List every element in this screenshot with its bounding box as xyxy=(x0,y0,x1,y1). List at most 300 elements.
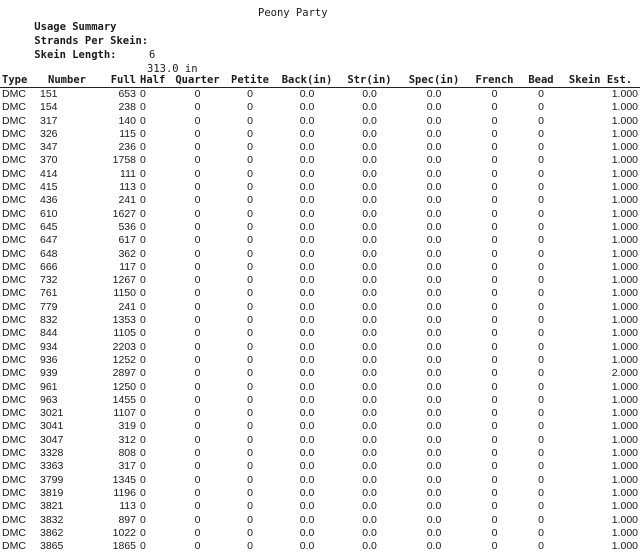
cell-french: 0 xyxy=(491,540,498,553)
cell-half: 0 xyxy=(140,300,146,313)
cell-number: 645 xyxy=(40,220,58,233)
cell-spec: 0.0 xyxy=(426,433,442,446)
cell-back: 0.0 xyxy=(299,500,315,513)
cell-full: 113 xyxy=(119,181,136,194)
table-row xyxy=(0,154,640,167)
cell-half: 0 xyxy=(140,314,146,327)
cell-type: DMC xyxy=(2,540,26,553)
cell-quarter: 0 xyxy=(194,407,201,420)
cell-type: DMC xyxy=(2,393,26,406)
cell-half: 0 xyxy=(140,513,146,526)
cell-skein-est: 1.000 xyxy=(611,407,638,420)
cell-french: 0 xyxy=(491,101,498,114)
cell-number: 414 xyxy=(40,167,58,180)
cell-bead: 0 xyxy=(538,274,544,287)
cell-bead: 0 xyxy=(538,447,544,460)
skein-length-row xyxy=(9,34,198,75)
cell-skein-est: 1.000 xyxy=(611,327,638,340)
cell-back: 0.0 xyxy=(299,486,315,499)
cell-bead: 0 xyxy=(538,154,544,167)
cell-petite: 0 xyxy=(247,207,253,220)
cell-type: DMC xyxy=(2,300,26,313)
cell-petite: 0 xyxy=(247,367,253,380)
cell-back: 0.0 xyxy=(299,167,315,180)
cell-half: 0 xyxy=(140,380,146,393)
table-row xyxy=(0,420,640,433)
cell-skein-est: 1.000 xyxy=(611,181,638,194)
cell-french: 0 xyxy=(491,88,498,100)
table-row xyxy=(0,314,640,327)
cell-full: 897 xyxy=(118,513,136,526)
cell-spec: 0.0 xyxy=(426,420,442,433)
cell-half: 0 xyxy=(140,127,146,140)
cell-bead: 0 xyxy=(538,88,544,100)
cell-petite: 0 xyxy=(247,433,253,446)
cell-half: 0 xyxy=(140,167,146,180)
table-row xyxy=(0,487,640,500)
cell-skein-est: 1.000 xyxy=(611,127,638,140)
table-row xyxy=(0,168,640,181)
cell-type: DMC xyxy=(2,486,26,499)
cell-number: 154 xyxy=(40,101,58,114)
cell-str: 0.0 xyxy=(362,114,377,127)
cell-number: 844 xyxy=(40,327,58,340)
cell-back: 0.0 xyxy=(299,513,315,526)
cell-quarter: 0 xyxy=(194,247,201,260)
cell-type: DMC xyxy=(2,353,26,366)
cell-number: 732 xyxy=(40,274,58,287)
cell-french: 0 xyxy=(491,274,498,287)
cell-spec: 0.0 xyxy=(426,234,442,247)
cell-quarter: 0 xyxy=(194,447,201,460)
cell-back: 0.0 xyxy=(299,260,315,273)
cell-full: 1250 xyxy=(112,380,136,393)
table-row xyxy=(0,194,640,207)
cell-quarter: 0 xyxy=(194,314,201,327)
column-header-french: French xyxy=(468,72,521,88)
cell-spec: 0.0 xyxy=(426,220,442,233)
cell-number: 832 xyxy=(40,314,58,327)
cell-petite: 0 xyxy=(247,340,253,353)
cell-full: 140 xyxy=(118,114,136,127)
cell-bead: 0 xyxy=(538,287,544,300)
cell-full: 1455 xyxy=(112,393,136,406)
table-row xyxy=(0,287,640,300)
cell-type: DMC xyxy=(2,154,26,167)
cell-skein-est: 1.000 xyxy=(611,447,638,460)
cell-bead: 0 xyxy=(538,526,544,539)
cell-skein-est: 1.000 xyxy=(611,88,638,100)
cell-number: 666 xyxy=(40,260,58,273)
cell-str: 0.0 xyxy=(362,407,377,420)
cell-type: DMC xyxy=(2,220,26,233)
cell-skein-est: 1.000 xyxy=(611,314,638,327)
table-row xyxy=(0,234,640,247)
cell-str: 0.0 xyxy=(362,540,377,553)
skein-length-value: 313.0 in xyxy=(147,63,198,75)
cell-french: 0 xyxy=(491,526,498,539)
cell-type: DMC xyxy=(2,500,26,513)
cell-type: DMC xyxy=(2,127,26,140)
cell-back: 0.0 xyxy=(299,274,315,287)
cell-skein-est: 1.000 xyxy=(611,101,638,114)
cell-full: 238 xyxy=(118,101,136,114)
cell-half: 0 xyxy=(140,526,146,539)
cell-spec: 0.0 xyxy=(426,181,442,194)
cell-back: 0.0 xyxy=(299,473,315,486)
cell-bead: 0 xyxy=(538,420,544,433)
cell-str: 0.0 xyxy=(362,194,377,207)
cell-number: 151 xyxy=(40,88,58,100)
cell-back: 0.0 xyxy=(299,460,315,473)
cell-skein-est: 1.000 xyxy=(611,380,638,393)
cell-str: 0.0 xyxy=(362,154,377,167)
cell-petite: 0 xyxy=(247,260,253,273)
cell-str: 0.0 xyxy=(362,247,377,260)
cell-type: DMC xyxy=(2,181,26,194)
cell-type: DMC xyxy=(2,101,26,114)
cell-skein-est: 1.000 xyxy=(611,540,638,553)
column-header-quarter: Quarter xyxy=(170,72,225,88)
cell-bead: 0 xyxy=(538,367,544,380)
cell-full: 1252 xyxy=(112,353,136,366)
cell-spec: 0.0 xyxy=(426,486,442,499)
cell-spec: 0.0 xyxy=(426,460,442,473)
cell-quarter: 0 xyxy=(194,420,201,433)
cell-back: 0.0 xyxy=(299,114,315,127)
cell-quarter: 0 xyxy=(194,181,201,194)
cell-half: 0 xyxy=(140,473,146,486)
cell-quarter: 0 xyxy=(194,154,201,167)
cell-skein-est: 2.000 xyxy=(611,367,638,380)
table-header-row xyxy=(0,72,640,88)
cell-skein-est: 1.000 xyxy=(611,234,638,247)
cell-str: 0.0 xyxy=(362,327,377,340)
cell-bead: 0 xyxy=(538,327,544,340)
cell-petite: 0 xyxy=(247,447,253,460)
cell-french: 0 xyxy=(491,327,498,340)
column-header-spec: Spec(in) xyxy=(400,72,468,88)
cell-full: 2203 xyxy=(112,340,136,353)
cell-str: 0.0 xyxy=(362,340,377,353)
cell-petite: 0 xyxy=(247,327,253,340)
cell-number: 3328 xyxy=(40,447,64,460)
cell-skein-est: 1.000 xyxy=(611,486,638,499)
cell-number: 761 xyxy=(40,287,58,300)
cell-spec: 0.0 xyxy=(426,101,442,114)
cell-str: 0.0 xyxy=(362,526,377,539)
cell-full: 241 xyxy=(118,194,136,207)
cell-str: 0.0 xyxy=(362,300,377,313)
cell-quarter: 0 xyxy=(194,473,201,486)
cell-french: 0 xyxy=(491,194,498,207)
cell-type: DMC xyxy=(2,380,26,393)
cell-full: 241 xyxy=(118,300,136,313)
cell-spec: 0.0 xyxy=(426,314,442,327)
cell-number: 3832 xyxy=(40,513,64,526)
cell-petite: 0 xyxy=(247,167,253,180)
cell-back: 0.0 xyxy=(299,433,315,446)
cell-bead: 0 xyxy=(538,500,544,513)
cell-str: 0.0 xyxy=(362,314,377,327)
cell-number: 370 xyxy=(40,154,58,167)
cell-skein-est: 1.000 xyxy=(611,513,638,526)
cell-type: DMC xyxy=(2,526,26,539)
column-header-skein-est: Skein Est. xyxy=(561,72,640,88)
cell-full: 1627 xyxy=(112,207,136,220)
cell-petite: 0 xyxy=(247,473,253,486)
cell-spec: 0.0 xyxy=(426,114,442,127)
cell-quarter: 0 xyxy=(194,393,201,406)
table-row xyxy=(0,474,640,487)
cell-bead: 0 xyxy=(538,194,544,207)
cell-back: 0.0 xyxy=(299,154,315,167)
cell-skein-est: 1.000 xyxy=(611,340,638,353)
cell-quarter: 0 xyxy=(194,234,201,247)
column-header-petite: Petite xyxy=(225,72,275,88)
cell-skein-est: 1.000 xyxy=(611,500,638,513)
strands-value: 6 xyxy=(149,49,156,61)
cell-half: 0 xyxy=(140,327,146,340)
cell-quarter: 0 xyxy=(194,114,201,127)
cell-french: 0 xyxy=(491,447,498,460)
table-row xyxy=(0,354,640,367)
cell-type: DMC xyxy=(2,340,26,353)
cell-half: 0 xyxy=(140,486,146,499)
cell-quarter: 0 xyxy=(194,287,201,300)
cell-type: DMC xyxy=(2,447,26,460)
cell-half: 0 xyxy=(140,141,146,154)
cell-skein-est: 1.000 xyxy=(611,433,638,446)
cell-petite: 0 xyxy=(247,247,253,260)
cell-back: 0.0 xyxy=(299,393,315,406)
cell-bead: 0 xyxy=(538,114,544,127)
cell-spec: 0.0 xyxy=(426,260,442,273)
cell-french: 0 xyxy=(491,500,498,513)
cell-bead: 0 xyxy=(538,247,544,260)
table-row xyxy=(0,407,640,420)
table-row xyxy=(0,221,640,234)
cell-back: 0.0 xyxy=(299,420,315,433)
cell-quarter: 0 xyxy=(194,526,201,539)
table-row xyxy=(0,394,640,407)
cell-quarter: 0 xyxy=(194,194,201,207)
cell-french: 0 xyxy=(491,220,498,233)
cell-str: 0.0 xyxy=(362,513,377,526)
cell-str: 0.0 xyxy=(362,167,377,180)
cell-bead: 0 xyxy=(538,353,544,366)
cell-type: DMC xyxy=(2,141,26,154)
cell-skein-est: 1.000 xyxy=(611,473,638,486)
cell-french: 0 xyxy=(491,300,498,313)
cell-str: 0.0 xyxy=(362,433,377,446)
cell-back: 0.0 xyxy=(299,300,315,313)
cell-quarter: 0 xyxy=(194,260,201,273)
cell-full: 536 xyxy=(118,220,136,233)
cell-bead: 0 xyxy=(538,314,544,327)
column-header-bead: Bead xyxy=(521,72,561,88)
cell-full: 319 xyxy=(118,420,136,433)
cell-spec: 0.0 xyxy=(426,141,442,154)
cell-str: 0.0 xyxy=(362,127,377,140)
cell-spec: 0.0 xyxy=(426,154,442,167)
cell-french: 0 xyxy=(491,460,498,473)
cell-half: 0 xyxy=(140,114,146,127)
table-row xyxy=(0,447,640,460)
table-row xyxy=(0,274,640,287)
cell-french: 0 xyxy=(491,353,498,366)
cell-french: 0 xyxy=(491,367,498,380)
cell-bead: 0 xyxy=(538,540,544,553)
cell-str: 0.0 xyxy=(362,287,377,300)
cell-type: DMC xyxy=(2,314,26,327)
cell-str: 0.0 xyxy=(362,420,377,433)
cell-bead: 0 xyxy=(538,486,544,499)
cell-number: 436 xyxy=(40,194,58,207)
table-body xyxy=(0,88,640,553)
cell-quarter: 0 xyxy=(194,353,201,366)
cell-petite: 0 xyxy=(247,274,253,287)
cell-str: 0.0 xyxy=(362,447,377,460)
cell-quarter: 0 xyxy=(194,460,201,473)
table-row xyxy=(0,88,640,102)
cell-str: 0.0 xyxy=(362,500,377,513)
cell-quarter: 0 xyxy=(194,486,201,499)
cell-back: 0.0 xyxy=(299,207,315,220)
cell-french: 0 xyxy=(491,433,498,446)
cell-skein-est: 1.000 xyxy=(611,167,638,180)
cell-number: 939 xyxy=(40,367,58,380)
cell-type: DMC xyxy=(2,194,26,207)
table-row xyxy=(0,181,640,194)
cell-type: DMC xyxy=(2,513,26,526)
cell-number: 936 xyxy=(40,353,58,366)
cell-half: 0 xyxy=(140,500,146,513)
cell-spec: 0.0 xyxy=(426,287,442,300)
table-row xyxy=(0,540,640,553)
table-row xyxy=(0,115,640,128)
column-header-full: Full xyxy=(96,72,138,88)
table-row xyxy=(0,434,640,447)
cell-skein-est: 1.000 xyxy=(611,260,638,273)
cell-full: 312 xyxy=(118,433,136,446)
cell-half: 0 xyxy=(140,367,146,380)
cell-petite: 0 xyxy=(247,314,253,327)
cell-bead: 0 xyxy=(538,300,544,313)
cell-petite: 0 xyxy=(247,513,253,526)
cell-skein-est: 1.000 xyxy=(611,287,638,300)
table-row xyxy=(0,208,640,221)
cell-full: 115 xyxy=(119,127,136,140)
cell-back: 0.0 xyxy=(299,314,315,327)
cell-french: 0 xyxy=(491,340,498,353)
cell-petite: 0 xyxy=(247,88,253,100)
cell-full: 1107 xyxy=(113,407,136,420)
column-header-type: Type xyxy=(0,72,38,88)
cell-skein-est: 1.000 xyxy=(611,460,638,473)
table-row xyxy=(0,248,640,261)
cell-spec: 0.0 xyxy=(426,513,442,526)
cell-petite: 0 xyxy=(247,234,253,247)
cell-half: 0 xyxy=(140,181,146,194)
cell-number: 648 xyxy=(40,247,58,260)
usage-table xyxy=(0,72,640,553)
cell-type: DMC xyxy=(2,407,26,420)
table-row xyxy=(0,261,640,274)
cell-number: 3819 xyxy=(40,486,64,499)
cell-skein-est: 1.000 xyxy=(611,393,638,406)
cell-petite: 0 xyxy=(247,287,253,300)
cell-quarter: 0 xyxy=(194,367,201,380)
cell-spec: 0.0 xyxy=(426,500,442,513)
table-row xyxy=(0,141,640,154)
cell-french: 0 xyxy=(491,154,498,167)
cell-str: 0.0 xyxy=(362,260,377,273)
cell-petite: 0 xyxy=(247,300,253,313)
cell-half: 0 xyxy=(140,207,146,220)
cell-str: 0.0 xyxy=(362,234,377,247)
cell-back: 0.0 xyxy=(299,447,315,460)
cell-number: 3865 xyxy=(40,540,64,553)
cell-spec: 0.0 xyxy=(426,367,442,380)
cell-back: 0.0 xyxy=(299,526,315,539)
cell-back: 0.0 xyxy=(299,247,315,260)
cell-half: 0 xyxy=(140,247,146,260)
cell-number: 963 xyxy=(40,393,58,406)
cell-type: DMC xyxy=(2,234,26,247)
cell-full: 1196 xyxy=(113,486,136,499)
cell-quarter: 0 xyxy=(194,167,201,180)
cell-number: 347 xyxy=(40,141,58,154)
cell-full: 1022 xyxy=(112,526,136,539)
cell-spec: 0.0 xyxy=(426,274,442,287)
table-row xyxy=(0,341,640,354)
cell-str: 0.0 xyxy=(362,393,377,406)
cell-number: 3799 xyxy=(40,473,64,486)
cell-str: 0.0 xyxy=(362,101,377,114)
cell-petite: 0 xyxy=(247,540,253,553)
cell-str: 0.0 xyxy=(362,274,377,287)
strands-label: Strands Per Skein: xyxy=(34,35,149,47)
cell-spec: 0.0 xyxy=(426,194,442,207)
cell-full: 808 xyxy=(118,447,136,460)
cell-number: 3047 xyxy=(40,433,64,446)
cell-quarter: 0 xyxy=(194,540,201,553)
cell-back: 0.0 xyxy=(299,127,315,140)
cell-full: 2897 xyxy=(112,367,136,380)
cell-bead: 0 xyxy=(538,101,544,114)
cell-back: 0.0 xyxy=(299,181,315,194)
cell-french: 0 xyxy=(491,114,498,127)
cell-quarter: 0 xyxy=(194,327,201,340)
cell-spec: 0.0 xyxy=(426,380,442,393)
table-row xyxy=(0,527,640,540)
cell-french: 0 xyxy=(491,420,498,433)
cell-petite: 0 xyxy=(247,220,253,233)
cell-quarter: 0 xyxy=(194,380,201,393)
cell-french: 0 xyxy=(491,234,498,247)
cell-skein-est: 1.000 xyxy=(611,247,638,260)
cell-french: 0 xyxy=(491,393,498,406)
cell-str: 0.0 xyxy=(362,380,377,393)
cell-str: 0.0 xyxy=(362,220,377,233)
cell-skein-est: 1.000 xyxy=(611,300,638,313)
cell-full: 362 xyxy=(118,247,136,260)
cell-french: 0 xyxy=(491,127,498,140)
column-header-number: Number xyxy=(38,72,96,88)
cell-full: 1865 xyxy=(112,540,136,553)
cell-half: 0 xyxy=(140,433,146,446)
